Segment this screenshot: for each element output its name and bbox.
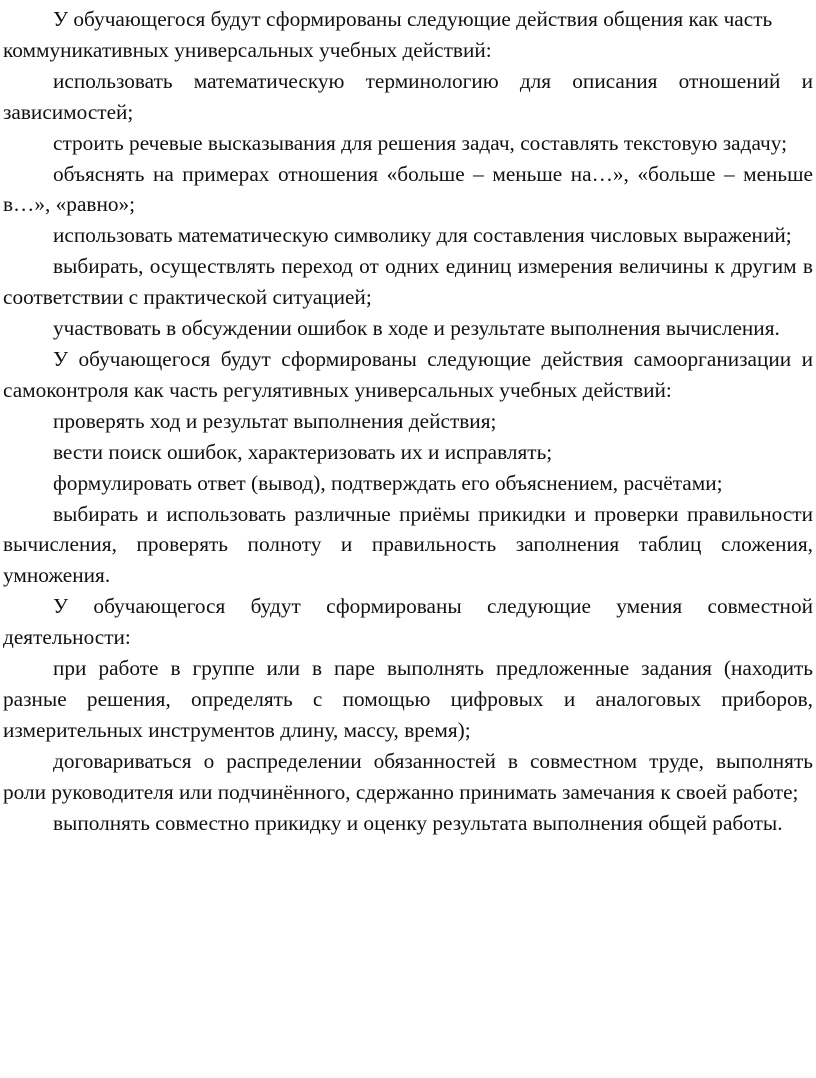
list-item: использовать математическую терминологию для описания отношений и зависимостей; xyxy=(3,68,813,124)
list-item: объяснять на примерах отношения «больше – меньше на…», «больше – меньше в…», «равно»; xyxy=(3,161,813,217)
paragraph-self-organization-intro: У обучающегося будут сформированы следующие действия самоорганизации и самоконтроля как часть регулятивных универсальных учебных действий: xyxy=(3,346,813,402)
paragraph-joint-activity-intro: У обучающегося будут сформированы следующие умения совместной деятельности: xyxy=(3,594,813,650)
list-item: проверять ход и результат выполнения действия; xyxy=(53,408,497,433)
list-item: строить речевые высказывания для решения задач, составлять текстовую задачу; xyxy=(53,130,788,155)
list-item: выбирать, осуществлять переход от одних единиц измерения величины к другим в соответствии с практической ситуацией; xyxy=(3,254,813,310)
list-item: выбирать и использовать различные приёмы прикидки и проверки правильности вычисления, проверять полноту и правильность заполнения таблиц сложения, умножения. xyxy=(3,501,813,588)
list-item: при работе в группе или в паре выполнять предложенные задания (находить разные решения, определять с помощью цифровых и аналоговых приборов, измерительных инструментов длину, массу, время); xyxy=(3,656,813,742)
list-item: использовать математическую символику для составления числовых выражений; xyxy=(53,223,792,248)
list-item: участвовать в обсуждении ошибок в ходе и результате выполнения вычисления. xyxy=(53,316,780,341)
list-item: вести поиск ошибок, характеризовать их и исправлять; xyxy=(53,439,553,464)
list-item: выполнять совместно прикидку и оценку результата выполнения общей работы. xyxy=(53,810,783,835)
list-item: договариваться о распределении обязанностей в совместном труде, выполнять роли руководителя или подчинённого, сдержанно принимать замечания к своей работе; xyxy=(3,748,813,804)
list-item: формулировать ответ (вывод), подтверждать его объяснением, расчётами; xyxy=(53,470,723,495)
paragraph-communication-intro: У обучающегося будут сформированы следующие действия общения как часть коммуникативных универсальных учебных действий: xyxy=(3,7,773,62)
